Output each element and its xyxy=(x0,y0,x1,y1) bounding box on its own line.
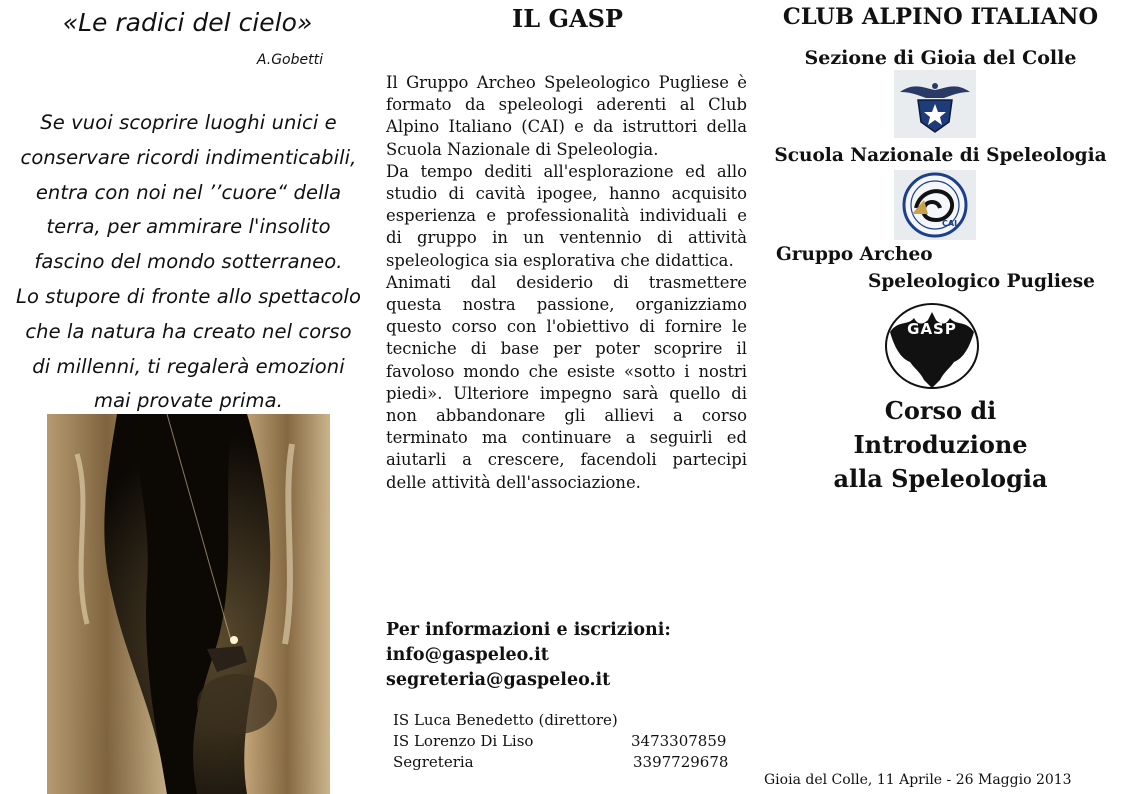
course-title-line: alla Speleologia xyxy=(833,464,1048,493)
svg-text:CAI: CAI xyxy=(942,219,958,228)
gasp-paragraph: Animati dal desiderio di trasmettere questa nostra passione, organizziamo questo corso con l'obiettivo di fornire le tecniche di base per poter scoprire il favoloso mondo che esiste «sotto i nostri piedi». Ulteriore impegno sarà quello di non abbandonare gli allievi a corso terminato ma continuare a seguirli ed aiutarli a crescere, facendoli partecipi delle attività dell'associazione. xyxy=(386,272,747,492)
gasp-bat-logo xyxy=(884,302,980,390)
quote-author: A.Gobetti xyxy=(256,52,323,68)
right-panel xyxy=(758,0,1123,794)
intro-line: conservare ricordi indimenticabili, xyxy=(20,145,357,169)
contact-name: Segreteria xyxy=(393,753,474,771)
course-title-line: Introduzione xyxy=(853,430,1028,459)
gruppo-title-line1: Gruppo Archeo xyxy=(776,244,933,265)
contact-name: IS Luca Benedetto (direttore) xyxy=(393,711,618,729)
intro-line: terra, per ammirare l'insolito xyxy=(46,215,331,239)
intro-line: Se vuoi scoprire luoghi unici e xyxy=(40,111,337,134)
course-title xyxy=(758,394,1123,496)
info-block xyxy=(386,618,671,693)
gasp-section-title: IL GASP xyxy=(512,4,623,33)
email-info-link[interactable]: info@gaspeleo.it xyxy=(386,645,549,665)
intro-line: Lo stupore di fronte allo spettacolo xyxy=(16,284,361,308)
gasp-description xyxy=(386,72,747,494)
contact-phone: 3397729678 xyxy=(633,753,729,771)
cai-eagle-logo xyxy=(894,70,976,138)
email-segreteria-link[interactable]: segreteria@gaspeleo.it xyxy=(386,670,611,690)
intro-line: di millenni, ti regalerà emozioni xyxy=(32,354,345,378)
intro-line: che la natura ha creato nel corso xyxy=(25,319,352,343)
contact-name: IS Lorenzo Di Liso xyxy=(393,732,534,750)
intro-line: fascino del mondo sotterraneo. xyxy=(34,250,343,274)
scuola-speleologia-logo xyxy=(894,170,976,240)
course-title-line: Corso di xyxy=(884,396,997,425)
intro-text xyxy=(6,106,371,419)
gasp-logo-text: GASP xyxy=(907,320,957,338)
middle-panel xyxy=(375,0,760,794)
intro-line: mai provate prima. xyxy=(94,389,283,413)
cai-title: CLUB ALPINO ITALIANO xyxy=(782,4,1099,30)
intro-line: entra con noi nel ’’cuore“ della xyxy=(35,180,342,204)
scuola-title: Scuola Nazionale di Speleologia xyxy=(774,145,1107,166)
contact-row xyxy=(393,710,743,731)
contacts-list xyxy=(393,710,743,773)
contact-row xyxy=(393,752,743,773)
gasp-paragraph: Da tempo dediti all'esplorazione ed allo studio di cavità ipogee, hanno acquisito esperienza e professionalità individuali e di gruppo in un ventennio di attività speleologica sia esplorativa che didattica. xyxy=(386,161,747,270)
quote-title: «Le radici del cielo» xyxy=(62,8,313,37)
gruppo-title-line2: Speleologico Pugliese xyxy=(868,271,1095,292)
left-panel xyxy=(0,0,375,794)
contact-phone: 3473307859 xyxy=(631,732,727,750)
sezione-title: Sezione di Gioia del Colle xyxy=(804,47,1077,69)
cave-shaft-photo xyxy=(47,414,330,794)
contact-row xyxy=(393,731,743,752)
gasp-paragraph: Il Gruppo Archeo Speleologico Pugliese è formato da speleologi aderenti al Club Alpino Italiano (CAI) e da istruttori della Scuola Nazionale di Speleologia. xyxy=(386,73,747,159)
info-heading: Per informazioni e iscrizioni: xyxy=(386,620,671,640)
course-dates: Gioia del Colle, 11 Aprile - 26 Maggio 2013 xyxy=(764,772,1072,788)
